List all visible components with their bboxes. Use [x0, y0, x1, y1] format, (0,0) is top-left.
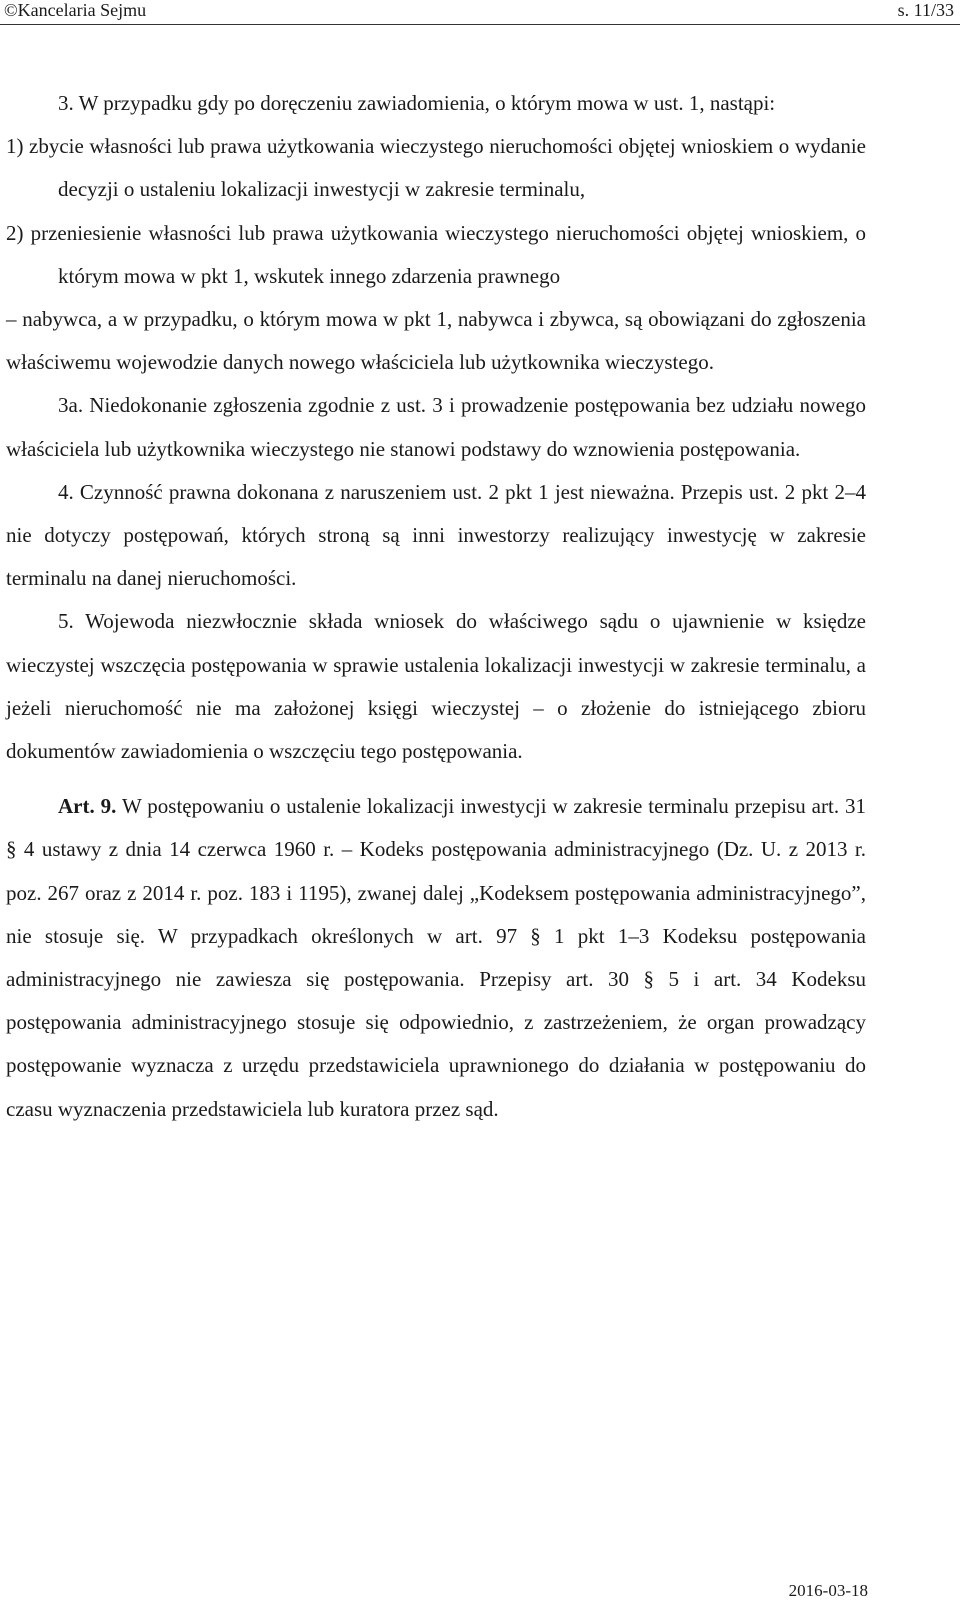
header-divider: [0, 24, 960, 25]
header-copyright: ©Kancelaria Sejmu: [4, 0, 147, 20]
article-9-text: W postępowaniu o ustalenie lokalizacji inwestycji w zakresie terminalu przepisu art. 31 § 4 ustawy z dnia 14 czerwca 1960 r. – Kodeks postępowania administracyjnego (Dz. U. z 2013 r. poz. 267 oraz z 2014 r. poz. 183 i 1195), zwanej dalej „Kodeksem postępowania administracyjnego”, nie stosuje się. W przypadkach określonych w art. 97 § 1 pkt 1–3 Kodeksu postępowania administracyjnego nie zawiesza się postępowania. Przepisy art. 30 § 5 i art. 34 Kodeksu postępowania administracyjnego stosuje się odpowiednio, z zastrzeżeniem, że organ prowadzący postępowanie wyznacza z urzędu przedstawiciela uprawnionego do działania w postępowaniu do czasu wyznaczenia przedstawiciela lub kuratora przez sąd.: [6, 794, 866, 1121]
paragraph-ust-4: 4. Czynność prawna dokonana z naruszeniem ust. 2 pkt 1 jest nieważna. Przepis ust. 2 pkt 2–4 nie dotyczy postępowań, których stroną są inni inwestorzy realizujący inwestycję w zakresie terminalu na danej nieruchomości.: [6, 479, 866, 591]
footer-date: 2016-03-18: [788, 1581, 868, 1600]
paragraph-ust-3-tail: – nabywca, a w przypadku, o którym mowa w pkt 1, nabywca i zbywca, są obowiązani do zgłoszenia właściwemu wojewodzie danych nowego właściciela lub użytkownika wieczystego.: [6, 307, 866, 375]
list-item-pkt-2: 2) przeniesienie własności lub prawa użytkowania wieczystego nieruchomości objętej wnioskiem, o którym mowa w pkt 1, wskutek innego zdarzenia prawnego: [6, 220, 866, 288]
article-9: [6, 785, 866, 1131]
list-item-pkt-1: 1) zbycie własności lub prawa użytkowania wieczystego nieruchomości objętej wnioskiem o wydanie decyzji o ustaleniu lokalizacji inwestycji w zakresie terminalu,: [6, 134, 866, 202]
paragraph-ust-3: 3. W przypadku gdy po doręczeniu zawiadomienia, o którym mowa w ust. 1, nastąpi:: [58, 91, 776, 115]
paragraph-ust-3a: 3a. Niedokonanie zgłoszenia zgodnie z ust. 3 i prowadzenie postępowania bez udziału nowego właściciela lub użytkownika wieczystego nie stanowi podstawy do wznowienia postępowania.: [6, 393, 866, 461]
paragraph-ust-5: 5. Wojewoda niezwłocznie składa wniosek do właściwego sądu o ujawnienie w księdze wieczystej wszczęcia postępowania w sprawie ustalenia lokalizacji inwestycji w zakresie terminalu, a jeżeli nieruchomość nie ma założonej księgi wieczystej – o złożenie do istniejącego zbioru dokumentów zawiadomienia o wszczęciu tego postępowania.: [6, 609, 866, 764]
document-body: [6, 82, 866, 1131]
header-page-number: s. 11/33: [897, 0, 954, 20]
page-header: [0, 0, 960, 24]
article-9-label: Art. 9.: [58, 794, 117, 819]
